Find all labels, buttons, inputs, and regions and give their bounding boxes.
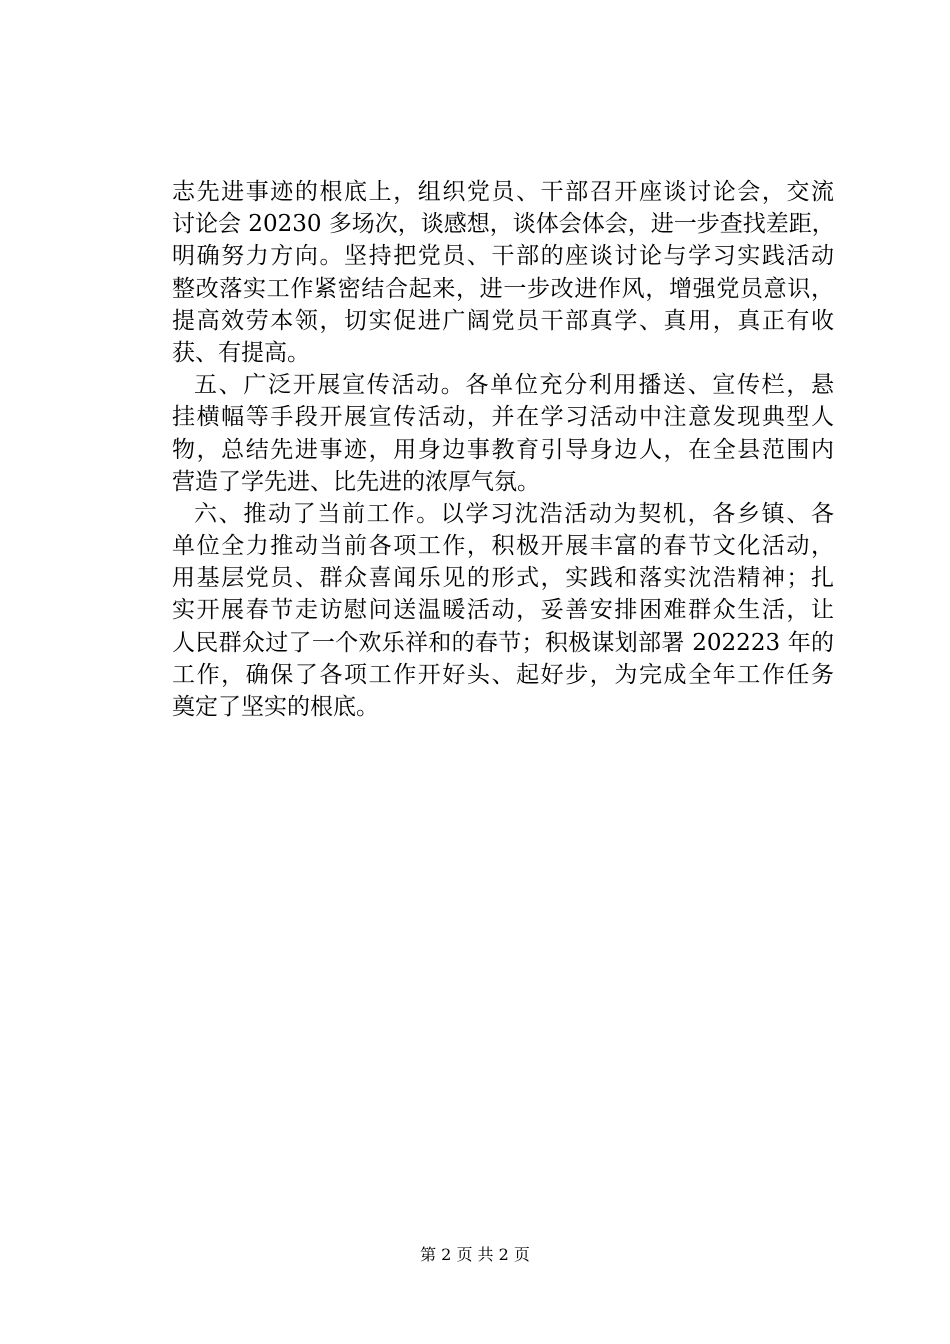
text-line: 实开展春节走访慰问送温暖活动，妥善安排困难群众生活，让 (172, 597, 834, 624)
page-footer (0, 1245, 950, 1265)
text-line: 奠定了坚实的根底。 (172, 694, 379, 720)
text-line: 用基层党员、群众喜闻乐见的形式，实践和落实沈浩精神；扎 (172, 565, 834, 592)
text-line: 整改落实工作紧密结合起来，进一步改进作风，增强党员意识， (172, 275, 834, 302)
text-line: 明确努力方向。坚持把党员、干部的座谈讨论与学习实践活动 (172, 243, 834, 270)
text-line: 人民群众过了一个欢乐祥和的春节；积极谋划部署 202223 年的 (172, 629, 834, 656)
text-line: 挂横幅等手段开展宣传活动，并在学习活动中注意发现典型人 (172, 404, 834, 431)
document-body (172, 176, 834, 723)
paragraph-first-line: 六、推动了当前工作。以学习沈浩活动为契机，各乡镇、各 (194, 500, 834, 527)
text-line: 志先进事迹的根底上，组织党员、干部召开座谈讨论会，交流 (172, 179, 834, 205)
text-line: 提高效劳本领，切实促进广阔党员干部真学、真用，真正有收 (172, 307, 834, 334)
text-line: 单位全力推动当前各项工作，积极开展丰富的春节文化活动， (172, 533, 834, 560)
paragraph-first-line: 五、广泛开展宣传活动。各单位充分利用播送、宣传栏，悬 (194, 372, 834, 399)
text-line: 营造了学先进、比先进的浓厚气氛。 (172, 468, 540, 495)
page-number-label: 第 2 页 共 2 页 (420, 1245, 530, 1264)
text-line: 讨论会 20230 多场次，谈感想，谈体会体会，进一步查找差距， (172, 211, 835, 238)
text-line: 物，总结先进事迹，用身边事教育引导身边人，在全县范围内 (172, 436, 834, 463)
text-line: 工作，确保了各项工作开好头、起好步，为完成全年工作任务 (172, 661, 834, 688)
text-line: 获、有提高。 (172, 339, 310, 366)
